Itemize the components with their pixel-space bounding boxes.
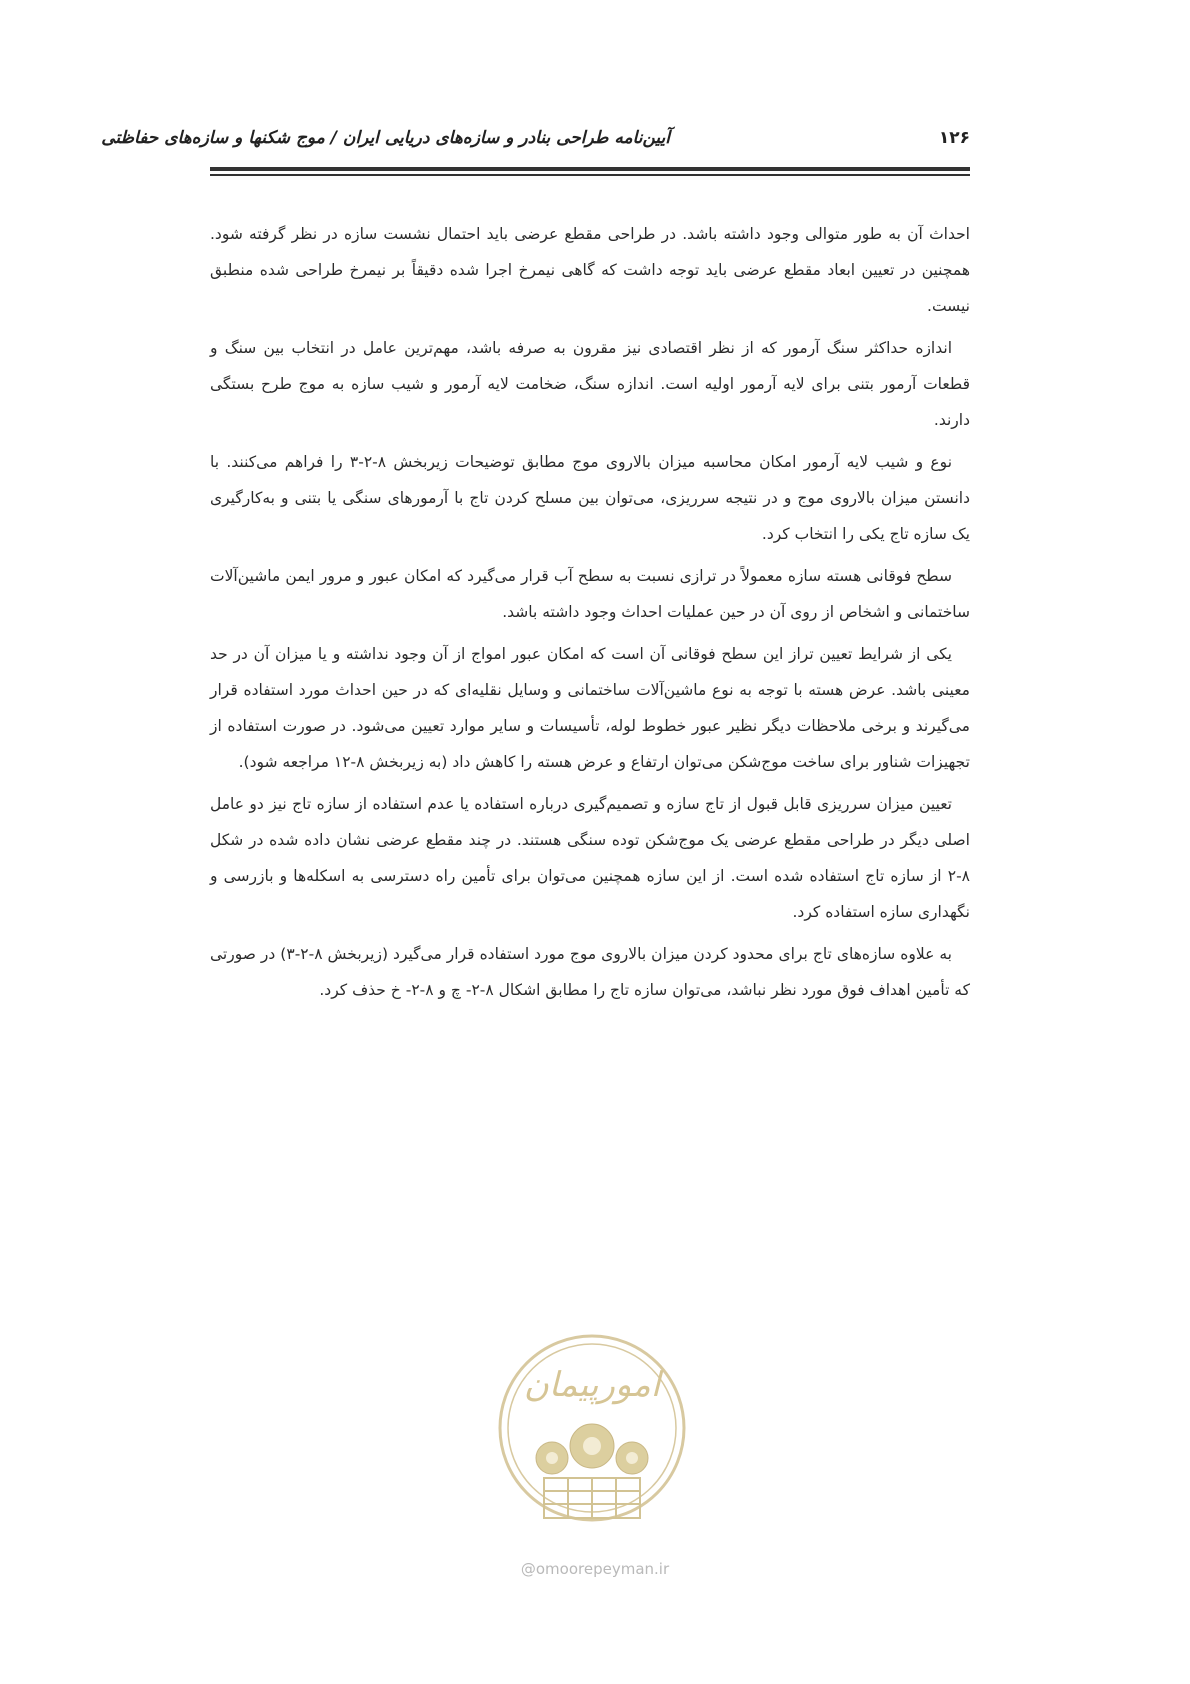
watermark-url: @omoorepeyman.ir — [520, 1560, 670, 1578]
paragraph: اندازه حداکثر سنگ آرمور که از نظر اقتصادی نیز مقرون به صرفه باشد، مهم‌ترین عامل در انتخاب بین سنگ و قطعات آرمور بتنی برای لایه آرمور اولیه است. اندازه سنگ، ضخامت لایه آرمور و شیب سازه به موج طرح بستگی دارند. — [210, 339, 970, 429]
watermark-logo — [492, 1318, 692, 1548]
paragraph: نوع و شیب لایه آرمور امکان محاسبه میزان بالاروی موج مطابق توضیحات زیربخش ۸-۲-۳ را فراهم می‌کنند. با دانستن میزان بالاروی موج و در نتیجه سرریزی، می‌توان بین مسلح کردن تاج با آرمورهای سنگی یا بتنی و به‌کارگیری یک سازه تاج یکی را انتخاب کرد. — [210, 453, 970, 543]
paragraph: به علاوه سازه‌های تاج برای محدود کردن میزان بالاروی موج مورد استفاده قرار می‌گیرد (زیربخش ۸-۲-۳) در صورتی که تأمین اهداف فوق مورد نظر نباشد، می‌توان سازه تاج را مطابق اشکال ۸-۲- چ و ۸-۲- خ حذف کرد. — [210, 945, 970, 999]
header-rule-thick — [210, 167, 970, 171]
header-rule-thin — [210, 174, 970, 176]
svg-text:امورپیمان: امورپیمان — [523, 1365, 661, 1405]
paragraph: احداث آن به طور متوالی وجود داشته باشد. در طراحی مقطع عرضی باید احتمال نشست سازه در نظر گرفته شود. همچنین در تعیین ابعاد مقطع عرضی باید توجه داشت که گاهی نیمرخ اجرا شده دقیقاً بر نیمرخ طراحی شده منطبق نیست. — [210, 225, 970, 315]
page-number: ۱۲۶ — [938, 128, 970, 148]
body-text — [210, 216, 970, 1014]
paragraph: سطح فوقانی هسته سازه معمولاً در ترازی نسبت به سطح آب قرار می‌گیرد که امکان عبور و مرور ایمن ماشین‌آلات ساختمانی و اشخاص از روی آن در حین عملیات احداث وجود داشته باشد. — [210, 567, 970, 621]
paragraph: یکی از شرایط تعیین تراز این سطح فوقانی آن است که امکان عبور امواج از آن وجود نداشته و یا میزان آن در حد معینی باشد. عرض هسته با توجه به نوع ماشین‌آلات ساختمانی و وسایل نقلیه‌ای که در حین احداث مورد استفاده قرار می‌گیرند و برخی ملاحظات دیگر نظیر عبور خطوط لوله، تأسیسات و سایر موارد تعیین می‌شود. در صورت استفاده از تجهیزات شناور برای ساخت موج‌شکن می‌توان ارتفاع و عرض هسته را کاهش داد (به زیربخش ۸-۱۲ مراجعه شود). — [210, 645, 970, 771]
running-header — [101, 128, 970, 162]
paragraph: تعیین میزان سرریزی قابل قبول از تاج سازه و تصمیم‌گیری درباره استفاده یا عدم استفاده از سازه تاج نیز دو عامل اصلی دیگر در طراحی مقطع عرضی یک موج‌شکن توده سنگی هستند. در چند مقطع عرضی نشان داده شده در شکل ۸-۲ از سازه تاج استفاده شده است. از این سازه همچنین می‌توان برای تأمین راه دسترسی به اسکله‌ها و بازرسی و نگهداری سازه استفاده کرد. — [210, 795, 970, 921]
running-header-title: آیین‌نامه طراحی بنادر و سازه‌های دریایی ایران / موج شکنها و سازه‌های حفاظتی — [101, 128, 670, 148]
